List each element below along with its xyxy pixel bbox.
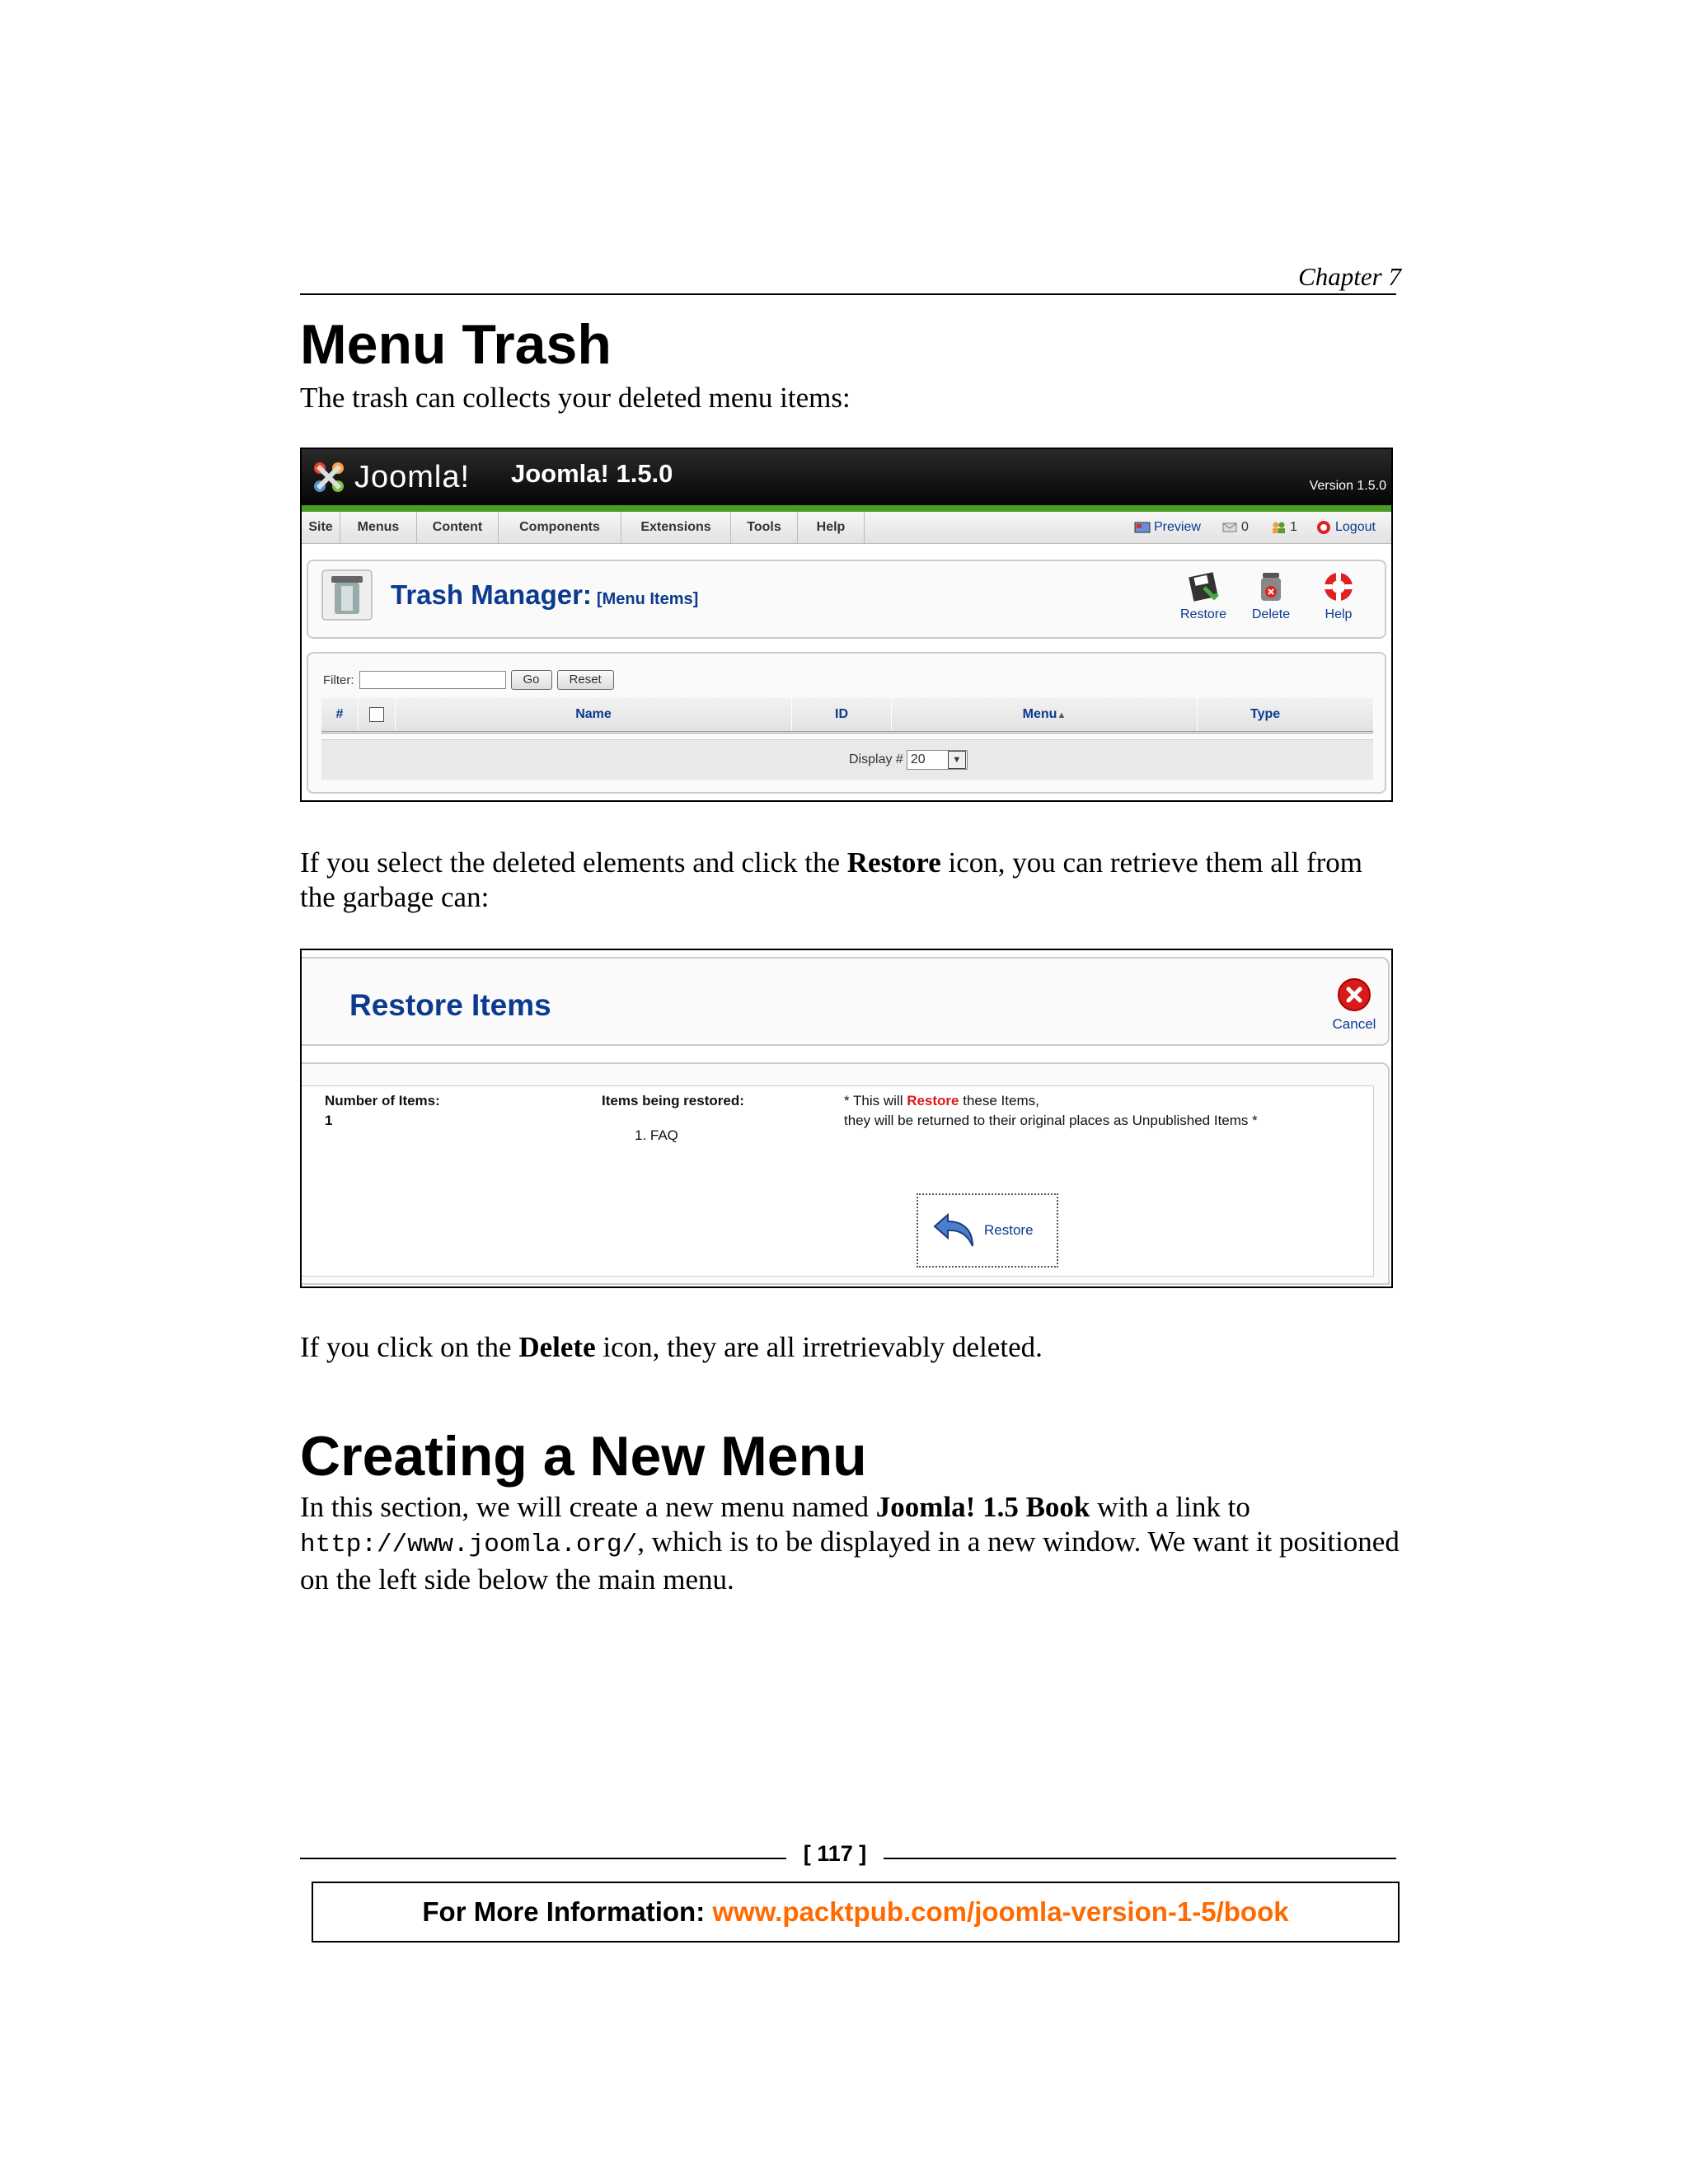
section-heading-new-menu: Creating a New Menu [300,1425,867,1488]
delete-para-start: If you click on the [300,1331,519,1363]
help-toolbar-label: Help [1325,607,1353,621]
app-title: Joomla! 1.5.0 [511,459,673,488]
restore-note-post: these Items, [959,1093,1039,1108]
menu-tools[interactable]: Tools [731,512,798,543]
preview-label: Preview [1154,520,1201,534]
restore-bold: Restore [846,846,941,879]
number-of-items-value: 1 [325,1113,333,1128]
trash-manager-toolbar-panel [307,560,1386,639]
delete-bold: Delete [518,1331,596,1363]
page-number: [ 117 ] [803,1841,867,1866]
filter-row [323,670,614,690]
admin-menubar [302,512,1391,544]
cancel-label: Cancel [1332,1016,1376,1032]
logout-icon [1315,520,1332,535]
table-footer [321,739,1373,780]
help-toolbar-button[interactable] [1306,569,1372,622]
display-select[interactable] [907,750,968,770]
undo-arrow-icon [931,1210,978,1251]
restore-note-line2: they will be returned to their original places as Unpublished Items * [844,1113,1258,1128]
new-menu-para-end: , which is to be displayed in a new window. We want it positioned on the left side below the main menu. [300,1526,1400,1596]
restore-items-header-panel [302,957,1390,1046]
restore-toolbar-label: Restore [1179,607,1227,621]
page-subtitle: [Menu Items] [596,590,699,608]
items-being-restored-label: Items being restored: [602,1093,744,1108]
trash-manager-screenshot [300,448,1393,802]
restore-button[interactable] [917,1193,1058,1268]
col-name[interactable]: Name [396,698,792,731]
footer-rule-right [884,1858,1396,1859]
restore-para-end: icon, you can retrieve them all from the garbage can: [300,846,1362,913]
col-menu[interactable] [892,698,1198,731]
filter-label: Filter: [323,673,354,687]
messages-icon [1221,521,1238,534]
restore-items-content [302,1085,1374,1277]
delete-bin-icon [1254,569,1288,604]
preview-link[interactable] [1134,512,1201,543]
cancel-icon [1336,977,1372,1013]
help-lifebuoy-icon [1321,569,1356,604]
restore-floppy-icon [1186,569,1221,604]
new-menu-para-mid: with a link to [1090,1491,1250,1523]
logout-label: Logout [1335,520,1376,534]
restore-note-red: Restore [907,1093,959,1108]
sort-asc-icon: ▲ [1057,710,1067,720]
menu-content[interactable]: Content [417,512,499,543]
cancel-button[interactable] [1321,977,1387,1033]
header-rule [300,293,1396,295]
users-count[interactable] [1270,512,1297,543]
chapter-label: Chapter 7 [1298,262,1401,291]
new-menu-para-start: In this section, we will create a new menu named [300,1491,876,1523]
filter-input[interactable] [359,671,506,689]
info-label: For More Information: [422,1896,713,1927]
page-title-text: Trash Manager: [391,579,592,610]
col-type-label: Type [1250,707,1281,721]
restore-items-body-panel [302,1062,1390,1285]
restore-toolbar-button[interactable] [1170,569,1236,622]
preview-icon [1134,521,1151,534]
trash-list-panel [307,652,1386,794]
menu-components[interactable]: Components [499,512,621,543]
col-checkbox [359,698,396,731]
col-id[interactable]: ID [792,698,892,731]
reset-button[interactable]: Reset [557,670,614,690]
display-label: Display # [849,752,903,766]
restore-note-line1 [844,1093,1039,1109]
menu-menus[interactable]: Menus [340,512,417,543]
restore-items-screenshot [300,949,1393,1288]
green-stripe [302,505,1391,512]
joomla-logo-text: Joomla! [354,459,471,494]
page-title [391,579,698,611]
new-menu-name-bold: Joomla! 1.5 Book [875,1491,1090,1523]
restore-para-start: If you select the deleted elements and click the [300,846,847,879]
table-header [321,698,1373,733]
chevron-down-icon: ▼ [948,751,966,769]
restore-button-label: Restore [984,1222,1034,1238]
delete-toolbar-button[interactable] [1238,569,1304,622]
users-icon [1270,521,1287,534]
joomla-url-code: http://www.joomla.org/ [300,1530,638,1559]
menu-help[interactable]: Help [798,512,865,543]
go-button[interactable]: Go [511,670,552,690]
footer-rule-left [300,1858,786,1859]
version-label: Version 1.5.0 [1309,479,1386,493]
section-heading-menu-trash: Menu Trash [300,313,612,376]
col-number: # [321,698,359,731]
display-value: 20 [910,752,926,766]
intro-paragraph: The trash can collects your deleted menu items: [300,382,851,414]
restore-note-pre: * This will [844,1093,907,1108]
messages-count[interactable] [1221,512,1249,543]
trash-can-icon [320,568,374,622]
number-of-items-label: Number of Items: [325,1093,440,1108]
more-information-box [312,1882,1400,1943]
restore-paragraph [300,846,1404,915]
joomla-logo [310,456,470,499]
menu-extensions[interactable]: Extensions [621,512,731,543]
logout-link[interactable] [1315,512,1376,543]
users-count-value: 1 [1290,520,1297,534]
restored-item: 1. FAQ [635,1127,678,1143]
info-url-link[interactable]: www.packtpub.com/joomla-version-1-5/book [712,1896,1289,1927]
menu-site[interactable]: Site [302,512,340,543]
display-limit [849,750,968,770]
joomla-logo-icon [310,458,348,496]
delete-toolbar-label: Delete [1251,607,1291,621]
delete-paragraph [300,1330,1404,1365]
messages-count-value: 0 [1241,520,1249,534]
col-menu-label: Menu [1022,707,1057,721]
col-type[interactable] [1198,698,1374,731]
new-menu-paragraph [300,1490,1404,1597]
restore-items-title: Restore Items [349,988,551,1022]
select-all-checkbox[interactable] [369,707,384,722]
delete-para-end: icon, they are all irretrievably deleted. [595,1331,1043,1363]
